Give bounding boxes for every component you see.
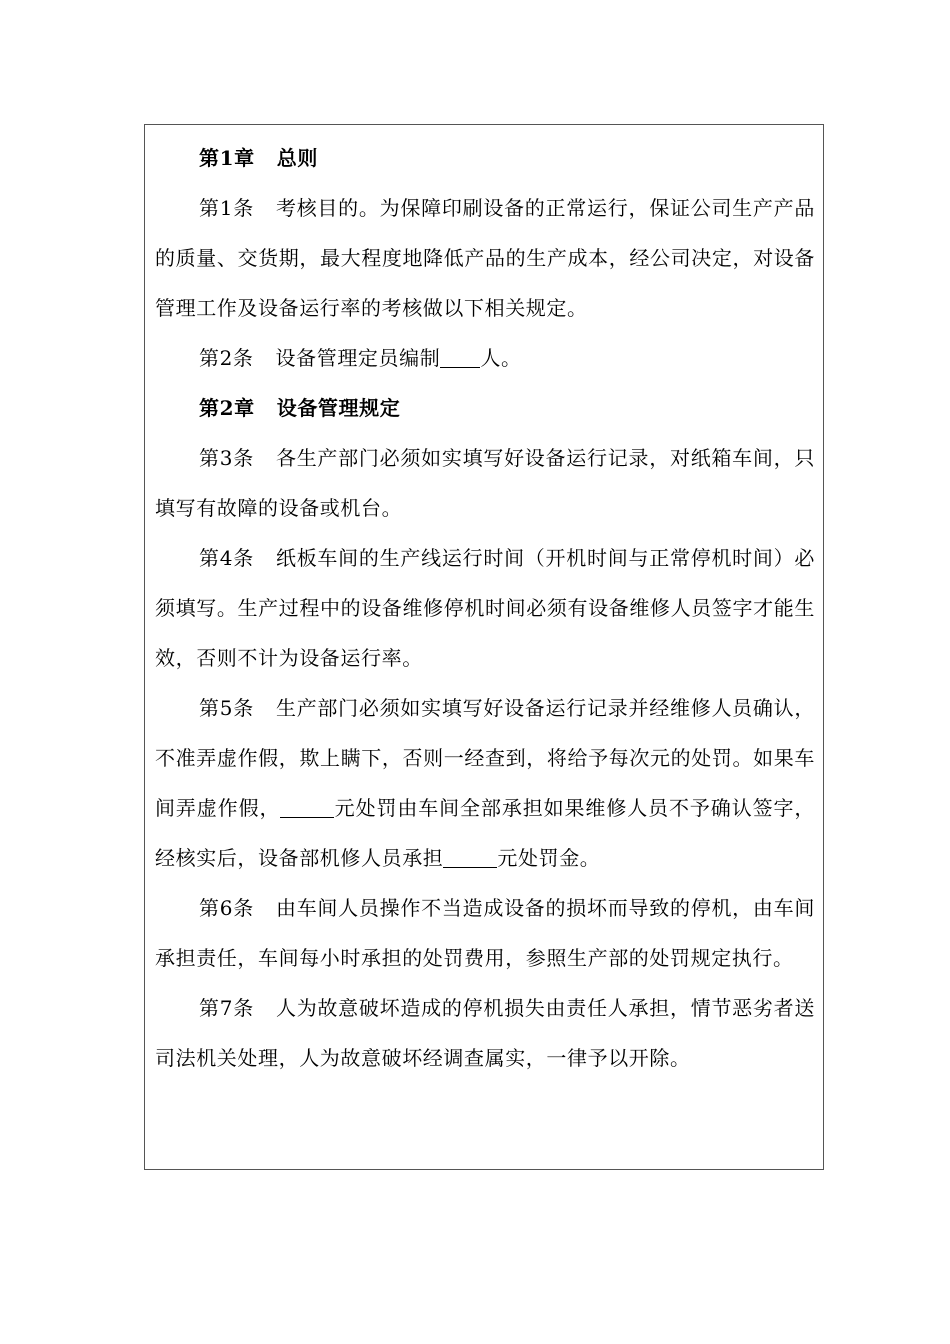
article-3 <box>155 433 815 533</box>
chapter-title: 设备管理规定 <box>276 396 401 420</box>
article-text: 考核目的。为保障印刷设备的正常运行，保证公司生产产品的质量、交货期，最大程度地降低产品的生产成本，经公司决定，对设备管理工作及设备运行率的考核做以下相关规定。 <box>155 196 815 320</box>
article-2 <box>155 333 815 383</box>
article-text: 设备管理定员编制 <box>275 346 441 370</box>
document-body <box>155 133 815 1083</box>
article-number: 第3条 <box>199 446 254 470</box>
article-text: 纸板车间的生产线运行时间（开机时间与正常停机时间）必须填写。生产过程中的设备维修停机时间必须有设备维修人员签字才能生效，否则不计为设备运行率。 <box>155 546 815 670</box>
chapter-number: 第1章 <box>199 146 255 170</box>
article-text: 各生产部门必须如实填写好设备运行记录，对纸箱车间，只填写有故障的设备或机台。 <box>155 446 815 520</box>
article-text: 生产部门必须如实填写好设备运行记录并经维修人员确认，不准弄虚作假，欺上瞒下，否则一经查到，将给予每次元的处罚。如果车间弄虚作假， <box>155 696 815 820</box>
chapter-title: 总则 <box>276 146 318 170</box>
article-text: 人。 <box>480 346 522 370</box>
article-number: 第4条 <box>199 546 254 570</box>
chapter-heading <box>155 133 815 183</box>
article-4 <box>155 533 815 683</box>
fill-in-blank <box>443 847 497 868</box>
article-7 <box>155 983 815 1083</box>
chapter-heading <box>155 383 815 433</box>
article-6 <box>155 883 815 983</box>
article-text: 元处罚由车间全部承担如果维修人员不予确认签字，经核实后，设备部机修人员承担 <box>155 796 815 870</box>
chapter-number: 第2章 <box>199 396 255 420</box>
article-text: 由车间人员操作不当造成设备的损坏而导致的停机，由车间承担责任，车间每小时承担的处罚费用，参照生产部的处罚规定执行。 <box>155 896 815 970</box>
article-number: 第5条 <box>199 696 254 720</box>
fill-in-blank <box>440 347 480 368</box>
article-text: 元处罚金。 <box>497 846 601 870</box>
article-number: 第7条 <box>199 996 254 1020</box>
article-number: 第1条 <box>199 196 254 220</box>
article-1 <box>155 183 815 333</box>
article-text: 人为故意破坏造成的停机损失由责任人承担，情节恶劣者送司法机关处理，人为故意破坏经调查属实，一律予以开除。 <box>155 996 815 1070</box>
article-number: 第2条 <box>199 346 254 370</box>
article-number: 第6条 <box>199 896 254 920</box>
fill-in-blank <box>280 797 334 818</box>
article-5 <box>155 683 815 883</box>
document-frame <box>144 124 824 1170</box>
